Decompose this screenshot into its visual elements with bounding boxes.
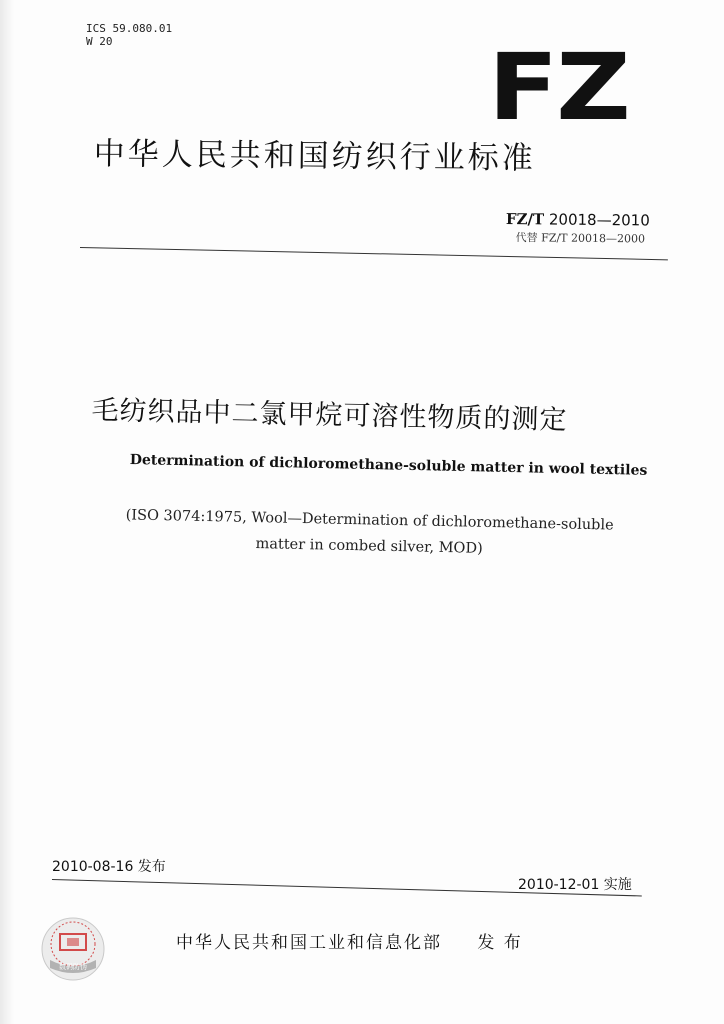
english-title: Determination of dichloromethane-soluble matter in wool textiles (129, 452, 648, 479)
header-divider (80, 247, 668, 260)
classification-codes (86, 22, 172, 48)
standard-type-title: 中华人民共和国纺织行业标准 (93, 135, 536, 177)
ics-code: ICS 59.080.01 (86, 22, 173, 35)
fz-logo: FZ (488, 34, 629, 141)
iso-reference-line2: matter in combed silver, MOD) (255, 536, 483, 557)
issue-action: 发 布 (477, 933, 523, 953)
implementation-date: 2010-12-01 实施 (518, 877, 632, 893)
iso-reference-line1: (ISO 3074:1975, Wool—Determination of dichloromethane-soluble (125, 507, 614, 534)
issue-date: 2010-08-16 发布 (52, 859, 166, 875)
standard-code-number: 20018—2010 (548, 210, 650, 230)
standard-code-prefix: FZ/T (505, 210, 545, 229)
issuing-authority (176, 928, 523, 953)
iso-reference (109, 502, 630, 565)
chinese-title: 毛纺织品中二氯甲烷可溶性物质的测定 (91, 394, 568, 436)
seal-text: 数码防伪 (59, 963, 87, 971)
ccs-code: W 20 (86, 35, 113, 48)
standard-number-block (506, 210, 650, 247)
replaces-standard: 代替 FZ/T 20018—2000 (515, 231, 646, 246)
standard-code (506, 210, 650, 230)
issuer-name: 中华人民共和国工业和信息化部 (176, 933, 442, 953)
scan-edge-shadow (0, 0, 14, 1024)
anti-counterfeit-seal-icon (40, 916, 106, 982)
